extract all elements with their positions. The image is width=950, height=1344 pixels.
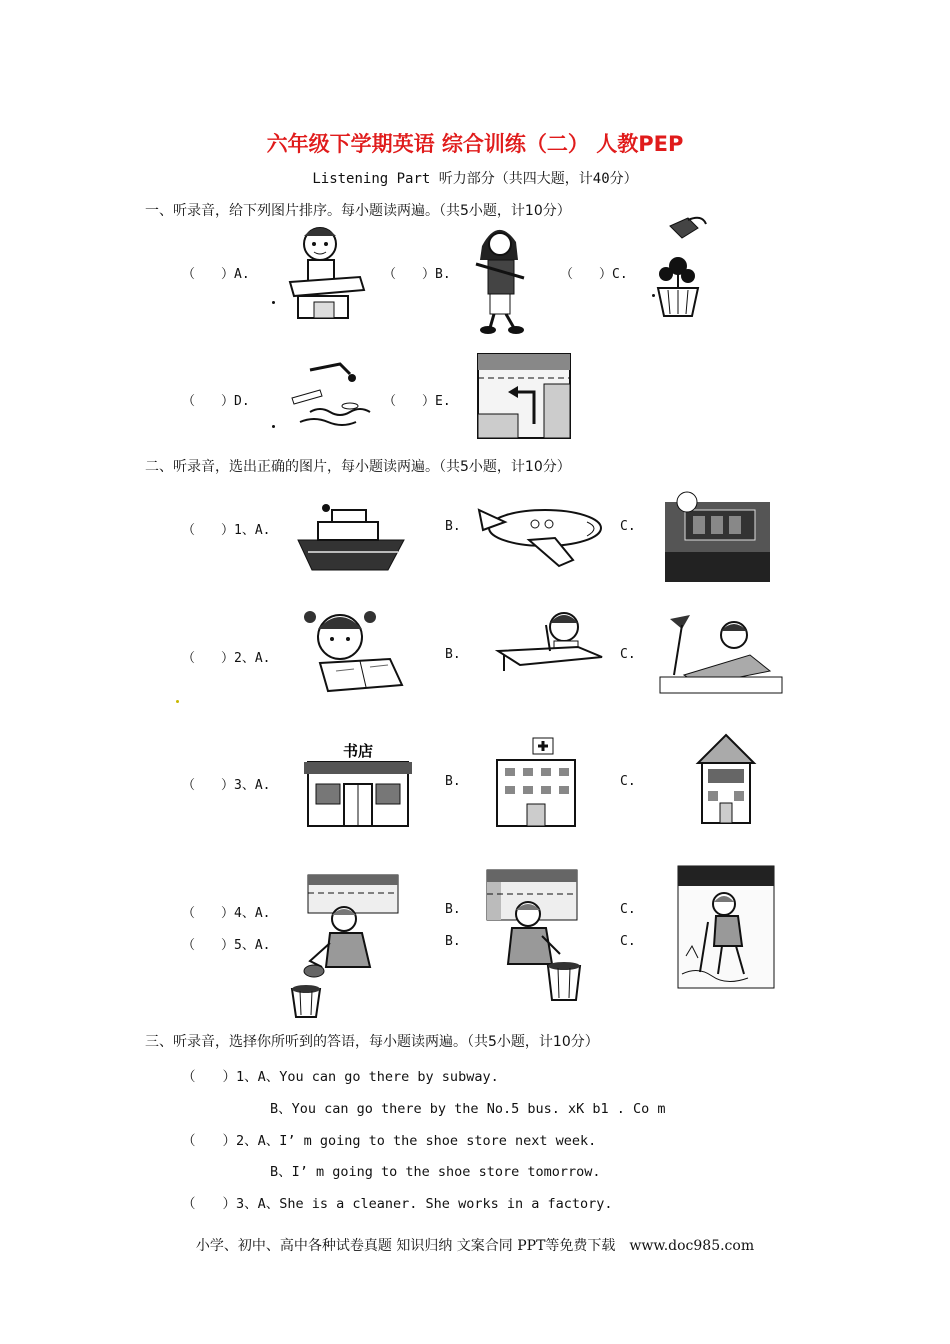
s2-q5-b-label: B. (445, 934, 461, 949)
s3-q2-option-b: B、I’ m going to the shoe store tomorrow. (270, 1164, 601, 1180)
house-illustration (696, 735, 756, 825)
s3-q3-option-a: （ ）3、A、She is a cleaner. She works in a factory. (182, 1196, 613, 1212)
girl-writing-illustration (498, 605, 602, 673)
s2-q1-b-label: B. (445, 519, 461, 534)
hospital-illustration (495, 738, 577, 828)
girl-making-model-illustration (660, 615, 782, 695)
watering-plant-illustration (648, 214, 708, 319)
bookstore-illustration (304, 740, 412, 828)
boy-watering-flowers-illustration (288, 905, 388, 1023)
page-title: 六年级下学期英语 综合训练（二） 人教PEP (266, 132, 684, 156)
page-subtitle: Listening Part 听力部分（共四大题，计40分） (312, 171, 638, 187)
s2-q5-label: （ ）5、A. (182, 938, 271, 953)
s2-q3-label: （ ）3、A. (182, 778, 271, 793)
s3-q2-option-a: （ ）2、A、I’ m going to the shoe store next week. (182, 1133, 597, 1149)
s2-q3-c-label: C. (620, 774, 636, 789)
s2-q2-label: （ ）2、A. (182, 651, 271, 666)
bookstore-sign: 书店 (342, 742, 374, 760)
s3-q1-option-b: B、You can go there by the No.5 bus. xK b1 . Co m (270, 1101, 666, 1117)
boy-planting-tree-illustration (678, 866, 774, 988)
turn-left-road-illustration (478, 354, 570, 438)
section3-heading: 三、听录音，选择你所听到的答语，每小题读两遍。（共5小题，计10分） (145, 1034, 599, 1050)
s1-label-d: （ ）D. (182, 394, 250, 409)
boy-watering-plant-illustration-b (494, 900, 586, 1004)
s3-q1-option-a: （ ）1、A、You can go there by subway. (182, 1069, 499, 1085)
s2-q2-c-label: C. (620, 647, 636, 662)
s2-q4-c-label: C. (620, 902, 636, 917)
diving-illustration (290, 350, 375, 430)
s2-q5-c-label: C. (620, 934, 636, 949)
s2-q4-b-label: B. (445, 902, 461, 917)
section2-heading: 二、听录音，选出正确的图片，每小题读两遍。（共5小题，计10分） (145, 459, 571, 475)
s2-q4-label: （ ）4、A. (182, 906, 271, 921)
train-illustration (665, 492, 770, 582)
section1-heading: 一、听录音，给下列图片排序。每小题读两遍。（共5小题，计10分） (145, 203, 571, 219)
girl-playing-violin-illustration (470, 220, 530, 335)
girl-reading-illustration (290, 603, 405, 693)
s2-q2-b-label: B. (445, 647, 461, 662)
s1-label-c: （ ）C. (560, 267, 628, 282)
s1-label-b: （ ）B. (383, 267, 451, 282)
footer-text: 小学、初中、高中各种试卷真题 知识归纳 文案合同 PPT等免费下载 www.doc985.com (195, 1238, 755, 1254)
s2-q3-b-label: B. (445, 774, 461, 789)
s2-q1-label: （ ）1、A. (182, 523, 271, 538)
ship-illustration (298, 500, 404, 572)
s2-q1-c-label: C. (620, 519, 636, 534)
girl-at-desk-illustration (280, 222, 370, 322)
s1-label-e: （ ）E. (383, 394, 451, 409)
s1-label-a: （ ）A. (182, 267, 250, 282)
airplane-illustration (475, 500, 605, 570)
